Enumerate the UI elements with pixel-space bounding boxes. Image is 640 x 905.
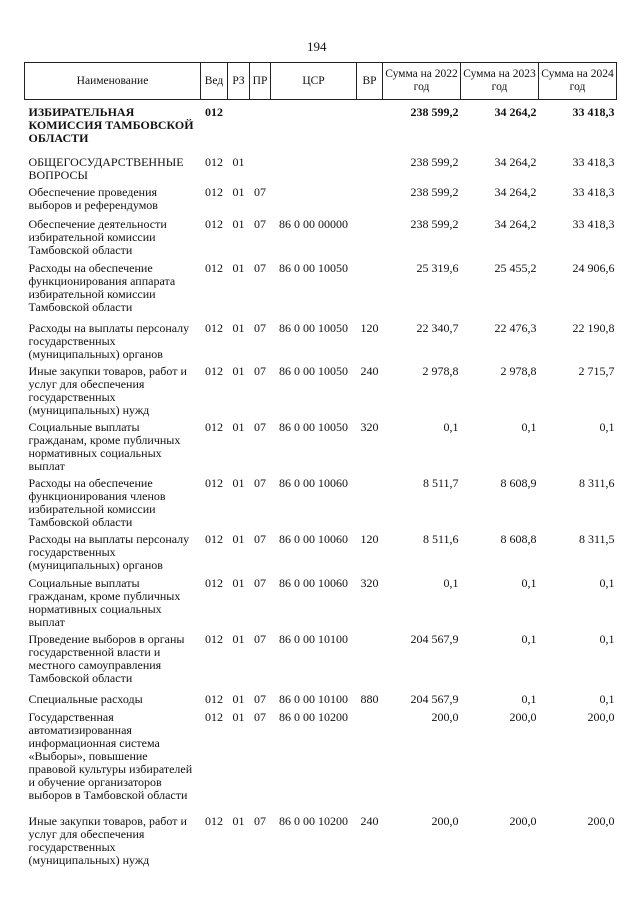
row-sum-2024: 200,0 xyxy=(587,709,615,724)
row-csr: 86 0 00 10050 xyxy=(279,363,348,378)
row-csr: 86 0 00 10050 xyxy=(279,260,348,275)
row-sum-2024: 2 715,7 xyxy=(578,363,615,378)
row-sum-2022: 200,0 xyxy=(431,709,459,724)
row-sum-2023: 34 264,2 xyxy=(494,216,537,231)
row-sum-2024: 24 906,6 xyxy=(572,260,615,275)
row-ved: 012 xyxy=(205,363,223,378)
row-ved: 012 xyxy=(205,154,223,169)
row-rz xyxy=(228,100,250,152)
header-sum-2024: Сумма на 2024 год xyxy=(539,63,617,100)
row-vr xyxy=(357,182,383,214)
row-sum-2022: 8 511,6 xyxy=(422,531,459,546)
table-row xyxy=(25,811,617,869)
row-pr: 07 xyxy=(254,320,266,335)
row-vr: 320 xyxy=(360,419,379,434)
row-sum-2024: 22 190,8 xyxy=(572,320,615,335)
row-ved: 012 xyxy=(205,184,223,199)
row-name: ОБЩЕГОСУДАРСТВЕННЫЕ ВОПРОСЫ xyxy=(28,154,184,182)
row-csr: 86 0 00 10200 xyxy=(279,709,348,724)
row-pr: 07 xyxy=(254,260,266,275)
table-row xyxy=(25,258,617,318)
row-sum-2024: 0,1 xyxy=(599,631,615,646)
row-sum-2022: 238 599,2 xyxy=(410,184,459,199)
row-sum-2023: 22 476,3 xyxy=(494,320,537,335)
row-name: Обеспечение проведения выборов и референдумов xyxy=(28,184,158,212)
row-sum-2022: 238 599,2 xyxy=(410,105,459,119)
row-csr: 86 0 00 10100 xyxy=(279,631,348,646)
table-row xyxy=(25,318,617,361)
row-sum-2022: 238 599,2 xyxy=(410,154,459,169)
row-rz: 01 xyxy=(232,475,245,490)
row-sum-2023: 0,1 xyxy=(521,691,537,706)
row-sum-2023: 0,1 xyxy=(521,419,537,434)
row-rz: 01 xyxy=(232,531,245,546)
row-vr: 120 xyxy=(360,531,379,546)
row-rz: 01 xyxy=(232,363,245,378)
row-ved: 012 xyxy=(205,813,223,828)
row-sum-2022: 204 567,9 xyxy=(410,691,459,706)
row-pr: 07 xyxy=(254,184,266,199)
row-csr: 86 0 00 10100 xyxy=(279,691,348,706)
row-pr xyxy=(250,152,271,182)
row-pr: 07 xyxy=(254,631,266,646)
row-sum-2023: 200,0 xyxy=(509,709,537,724)
header-pr: ПР xyxy=(250,63,271,100)
table-row xyxy=(25,689,617,707)
row-sum-2024: 8 311,6 xyxy=(578,475,615,490)
row-vr xyxy=(357,214,383,258)
row-csr: 86 0 00 00000 xyxy=(279,216,348,231)
budget-table xyxy=(24,62,617,869)
row-ved: 012 xyxy=(205,475,223,490)
row-sum-2024: 33 418,3 xyxy=(572,154,615,169)
table-row xyxy=(25,473,617,529)
row-ved: 012 xyxy=(205,709,223,724)
table-row xyxy=(25,529,617,573)
row-rz: 01 xyxy=(232,260,245,275)
row-name: Расходы на выплаты персоналу государственных (муниципальных) органов xyxy=(28,531,190,572)
row-name: Обеспечение деятельности избирательной комиссии Тамбовской области xyxy=(28,216,167,257)
row-sum-2023: 200,0 xyxy=(509,813,537,828)
row-vr: 320 xyxy=(360,575,379,590)
row-rz: 01 xyxy=(232,813,245,828)
row-pr: 07 xyxy=(254,691,266,706)
row-ved: 012 xyxy=(205,260,223,275)
header-name: Наименование xyxy=(25,63,201,100)
header-ved: Вед xyxy=(201,63,228,100)
table-row xyxy=(25,182,617,214)
row-pr: 07 xyxy=(254,475,266,490)
row-rz: 01 xyxy=(232,631,245,646)
row-sum-2023: 34 264,2 xyxy=(494,184,537,199)
row-name: Расходы на обеспечение функционирования членов избирательной комиссии Тамбовской области xyxy=(28,475,166,529)
row-sum-2022: 0,1 xyxy=(443,419,459,434)
row-sum-2022: 0,1 xyxy=(443,575,459,590)
table-row xyxy=(25,417,617,473)
row-sum-2023: 0,1 xyxy=(521,631,537,646)
row-vr: 880 xyxy=(360,691,379,706)
row-vr xyxy=(357,707,383,811)
row-vr xyxy=(357,629,383,689)
row-pr: 07 xyxy=(254,531,266,546)
row-vr xyxy=(357,100,383,152)
row-rz: 01 xyxy=(232,575,245,590)
row-sum-2022: 8 511,7 xyxy=(422,475,459,490)
row-name: Расходы на выплаты персоналу государственных (муниципальных) органов xyxy=(28,320,190,361)
row-sum-2024: 8 311,5 xyxy=(578,531,615,546)
header-vr: ВР xyxy=(357,63,383,100)
row-sum-2023: 0,1 xyxy=(521,575,537,590)
row-vr: 120 xyxy=(360,320,379,335)
table-body xyxy=(25,100,617,869)
row-vr: 240 xyxy=(360,363,379,378)
table-row xyxy=(25,152,617,182)
row-pr: 07 xyxy=(254,709,266,724)
row-rz: 01 xyxy=(232,691,245,706)
row-sum-2024: 0,1 xyxy=(599,691,615,706)
row-rz: 01 xyxy=(232,709,245,724)
row-name: Государственная автоматизированная информационная система «Выборы», повышение правовой культуры избирателей и обучение организаторов выборов в Тамбовской области xyxy=(28,709,193,802)
row-sum-2024: 33 418,3 xyxy=(572,216,615,231)
header-csr: ЦСР xyxy=(271,63,357,100)
table-header-row xyxy=(25,63,617,100)
row-sum-2024: 0,1 xyxy=(599,419,615,434)
row-sum-2023: 8 608,8 xyxy=(500,531,537,546)
row-csr: 86 0 00 10060 xyxy=(279,531,348,546)
row-csr: 86 0 00 10060 xyxy=(279,575,348,590)
table-row xyxy=(25,573,617,629)
row-ved: 012 xyxy=(205,691,223,706)
row-sum-2022: 22 340,7 xyxy=(416,320,459,335)
row-pr: 07 xyxy=(254,813,266,828)
row-vr xyxy=(357,152,383,182)
row-sum-2022: 25 319,6 xyxy=(416,260,459,275)
row-csr: 86 0 00 10050 xyxy=(279,320,348,335)
row-sum-2022: 204 567,9 xyxy=(410,631,459,646)
row-sum-2024: 33 418,3 xyxy=(572,105,615,119)
row-sum-2023: 8 608,9 xyxy=(500,475,537,490)
row-rz: 01 xyxy=(232,154,245,169)
row-vr xyxy=(357,258,383,318)
table-row xyxy=(25,214,617,258)
row-vr: 240 xyxy=(360,813,379,828)
row-pr: 07 xyxy=(254,419,266,434)
row-sum-2023: 25 455,2 xyxy=(494,260,537,275)
row-sum-2024: 33 418,3 xyxy=(572,184,615,199)
row-name: Специальные расходы xyxy=(28,691,143,706)
row-ved: 012 xyxy=(205,631,223,646)
row-ved: 012 xyxy=(205,575,223,590)
row-sum-2023: 34 264,2 xyxy=(494,105,537,119)
row-sum-2022: 238 599,2 xyxy=(410,216,459,231)
row-vr xyxy=(357,473,383,529)
row-name: Иные закупки товаров, работ и услуг для обеспечения государственных (муниципальных) нужд xyxy=(28,813,187,867)
row-sum-2023: 2 978,8 xyxy=(500,363,537,378)
row-ved: 012 xyxy=(205,419,223,434)
row-csr: 86 0 00 10200 xyxy=(279,813,348,828)
row-name: Социальные выплаты гражданам, кроме публичных нормативных социальных выплат xyxy=(28,575,181,629)
row-pr: 07 xyxy=(254,216,266,231)
row-sum-2022: 200,0 xyxy=(431,813,459,828)
header-sum-2022: Сумма на 2022 год xyxy=(383,63,461,100)
row-pr: 07 xyxy=(254,363,266,378)
row-name: Проведение выборов в органы государственной власти и местного самоуправления Тамбовской области xyxy=(28,631,185,685)
row-rz: 01 xyxy=(232,320,245,335)
table-row xyxy=(25,707,617,811)
row-rz: 01 xyxy=(232,184,245,199)
row-csr: 86 0 00 10050 xyxy=(279,419,348,434)
row-sum-2023: 34 264,2 xyxy=(494,154,537,169)
row-rz: 01 xyxy=(232,216,245,231)
row-ved: 012 xyxy=(205,216,223,231)
row-sum-2024: 200,0 xyxy=(587,813,615,828)
row-sum-2024: 0,1 xyxy=(599,575,615,590)
row-sum-2022: 2 978,8 xyxy=(422,363,459,378)
row-ved: 012 xyxy=(205,531,223,546)
row-name: Социальные выплаты гражданам, кроме публичных нормативных социальных выплат xyxy=(28,419,181,473)
table-row xyxy=(25,629,617,689)
row-rz: 01 xyxy=(232,419,245,434)
row-name: Расходы на обеспечение функционирования аппарата избирательной комиссии Тамбовской области xyxy=(28,260,176,314)
page-number: 194 xyxy=(307,39,327,54)
row-name: Иные закупки товаров, работ и услуг для обеспечения государственных (муниципальных) нужд xyxy=(28,363,187,417)
table-row xyxy=(25,100,617,152)
row-csr xyxy=(271,152,357,182)
row-ved: 012 xyxy=(205,320,223,335)
row-ved: 012 xyxy=(205,105,223,119)
row-pr: 07 xyxy=(254,575,266,590)
row-csr xyxy=(271,100,357,152)
row-name: ИЗБИРАТЕЛЬНАЯ КОМИССИЯ ТАМБОВСКОЙ ОБЛАСТИ xyxy=(28,105,194,145)
row-csr: 86 0 00 10060 xyxy=(279,475,348,490)
header-rz: РЗ xyxy=(228,63,250,100)
table-row xyxy=(25,361,617,417)
row-pr xyxy=(250,100,271,152)
row-csr xyxy=(271,182,357,214)
header-sum-2023: Сумма на 2023 год xyxy=(461,63,539,100)
